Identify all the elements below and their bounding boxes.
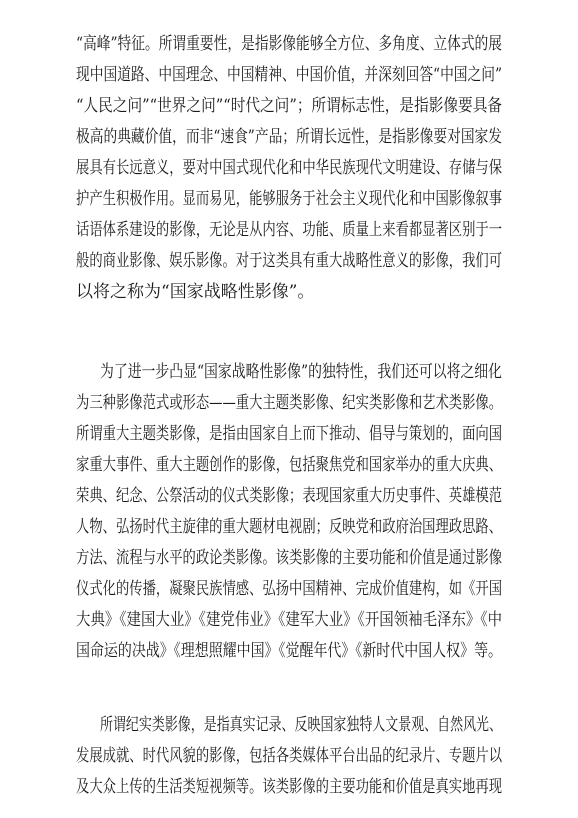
text-line bbox=[0, 126, 578, 148]
text-line bbox=[0, 423, 578, 445]
line-text: 人物、弘扬时代主旋律的重大题材电视剧；反映党和政府治国理政思路、 bbox=[76, 517, 503, 537]
line-text: “人民之问”“世界之问”“时代之问”；所谓标志性，是指影像要具备 bbox=[76, 96, 503, 116]
line-text: 所谓纪实类影像，是指真实记录、反映国家独特人文景观、自然风光、 bbox=[100, 715, 502, 735]
text-line bbox=[0, 609, 578, 631]
line-text: 为了进一步凸显“国家战略性影像”的独特性，我们还可以将之细化 bbox=[100, 362, 503, 382]
text-line bbox=[0, 714, 578, 736]
line-text: 护产生积极作用。显而易见，能够服务于社会主义现代化和中国影像叙事 bbox=[76, 189, 503, 209]
line-text: 家重大事件、重大主题创作的影像，包括聚焦党和国家举办的重大庆典、 bbox=[76, 455, 503, 475]
text-line bbox=[0, 157, 578, 179]
text-line bbox=[0, 33, 578, 55]
line-text: 及大众上传的生活类短视频等。该类影像的主要功能和价值是真实地再现 bbox=[76, 777, 503, 797]
text-line bbox=[0, 281, 578, 303]
text-line bbox=[0, 640, 578, 662]
line-text: 为三种影像范式或形态——重大主题类影像、纪实类影像和艺术类影像。 bbox=[76, 393, 503, 413]
line-text: 般的商业影像、娱乐影像。对于这类具有重大战略性意义的影像，我们可 bbox=[76, 251, 503, 271]
text-line bbox=[0, 454, 578, 476]
line-text: 展具有长远意义，要对中国式现代化和中华民族现代文明建设、存储与保 bbox=[76, 158, 503, 178]
text-line bbox=[0, 485, 578, 507]
line-text: 以将之称为“国家战略性影像”。 bbox=[76, 282, 315, 302]
text-line bbox=[0, 219, 578, 241]
line-text: 方法、流程与水平的政论类影像。该类影像的主要功能和价值是通过影像 bbox=[76, 548, 503, 568]
text-line bbox=[0, 361, 578, 383]
line-text: 所谓重大主题类影像，是指由国家自上而下推动、倡导与策划的，面向国 bbox=[76, 424, 503, 444]
text-line bbox=[0, 578, 578, 600]
line-text: 极高的典藏价值，而非“速食”产品；所谓长远性，是指影像要对国家发 bbox=[76, 127, 503, 147]
text-line bbox=[0, 745, 578, 767]
text-line bbox=[0, 392, 578, 414]
line-text: 现中国道路、中国理念、中国精神、中国价值，并深刻回答“中国之问” bbox=[76, 65, 503, 85]
line-text: 话语体系建设的影像，无论是从内容、功能、质量上来看都显著区别于一 bbox=[76, 220, 503, 240]
text-line bbox=[0, 250, 578, 272]
line-text: 大典》《建国大业》《建党伟业》《建军大业》《开国领袖毛泽东》《中 bbox=[76, 610, 503, 630]
text-line bbox=[0, 95, 578, 117]
line-text: 发展成就、时代风貌的影像，包括各类媒体平台出品的纪录片、专题片以 bbox=[76, 746, 503, 766]
line-text: “高峰”特征。所谓重要性，是指影像能够全方位、多角度、立体式的展 bbox=[76, 34, 503, 54]
line-text: 荣典、纪念、公祭活动的仪式类影像；表现国家重大历史事件、英雄模范 bbox=[76, 486, 503, 506]
text-line bbox=[0, 188, 578, 210]
text-line bbox=[0, 516, 578, 538]
line-text: 国命运的决战》《理想照耀中国》《觉醒年代》《新时代中国人权》等。 bbox=[76, 641, 502, 661]
text-line bbox=[0, 547, 578, 569]
text-line bbox=[0, 64, 578, 86]
text-line bbox=[0, 776, 578, 798]
line-text: 仪式化的传播，凝聚民族情感、弘扬中国精神、完成价值建构，如《开国 bbox=[76, 579, 503, 599]
